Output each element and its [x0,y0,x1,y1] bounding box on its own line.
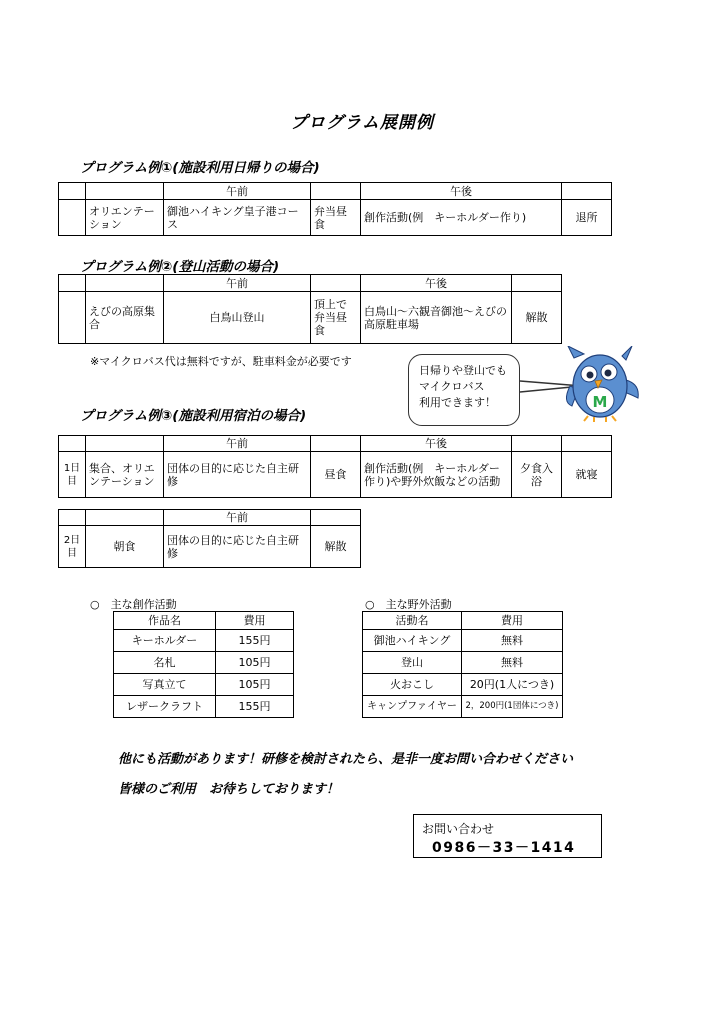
craft-cost: 105円 [216,652,294,674]
ex3-pm-header: 午後 [361,436,512,452]
day2-label: 2日目 [59,526,86,568]
day1-cell: 就寝 [562,452,612,498]
activity-cost: 2，200円(1団体につき) [462,696,563,718]
owl-m-letter: M [592,393,608,411]
craft-name: 名札 [114,652,216,674]
ex1-pm-header: 午後 [361,183,562,200]
example3-heading: プログラム例③(施設利用宿泊の場合) [80,408,307,424]
ex2-pm-header: 午後 [361,275,512,292]
footer-line2: 皆様のご利用 お待ちしております！ [118,782,340,797]
contact-phone: 0986－33－1414 [432,840,576,856]
activity-name: キャンプファイヤー [363,696,462,718]
activity-name: 登山 [363,652,462,674]
day2-cell: 解散 [311,526,361,568]
crafts-table [113,611,294,718]
outdoor-header: 費用 [462,612,563,630]
day1-cell: 団体の目的に応じた自主研修 [164,452,311,498]
craft-name: 写真立て [114,674,216,696]
activity-cost: 無料 [462,652,563,674]
table-row [114,630,294,652]
craft-name: レザークラフト [114,696,216,718]
activity-cost: 20円(1人につき) [462,674,563,696]
example1-heading: プログラム例①(施設利用日帰りの場合) [80,160,320,176]
day1-cell: 夕食入浴 [512,452,562,498]
table-row [363,652,563,674]
activity-name: 御池ハイキング [363,630,462,652]
footer-line1: 他にも活動があります！研修を検討されたら、是非一度お問い合わせください [118,752,574,767]
day1-label: 1日目 [59,452,86,498]
contact-box [413,814,602,858]
ex1-cell: 弁当昼食 [311,200,361,236]
speech-bubble-text: 日帰りや登山でも マイクロバス 利用できます！ [419,364,507,409]
page-title: プログラム展開例 [290,113,434,133]
ex1-am-header: 午前 [164,183,311,200]
example2-table [58,274,562,344]
craft-cost: 155円 [216,630,294,652]
ex1-cell: 創作活動(例 キーホルダー作り) [361,200,562,236]
day2-cell: 団体の目的に応じた自主研修 [164,526,311,568]
example3-day2-table [58,509,361,568]
table-row [114,652,294,674]
contact-label: お問い合わせ [422,822,495,836]
table-row [114,696,294,718]
outdoor-header: 活動名 [363,612,462,630]
ex2-cell: 白鳥山登山 [164,292,311,344]
outdoor-heading: ○ 主な野外活動 [365,598,452,611]
ex2-cell: えびの高原集合 [86,292,164,344]
crafts-header: 費用 [216,612,294,630]
ex2-cell: 解散 [512,292,562,344]
ex1-cell: 御池ハイキング皇子港コース [164,200,311,236]
activity-name: 火おこし [363,674,462,696]
day1-cell: 創作活動(例 キーホルダー作り)や野外炊飯などの活動 [361,452,512,498]
ex1-cell: 退所 [562,200,612,236]
table-row [363,696,563,718]
table-row [114,674,294,696]
speech-bubble [408,354,520,426]
day2-am-header: 午前 [164,510,311,526]
ex1-cell: オリエンテーション [86,200,164,236]
ex2-am-header: 午前 [164,275,311,292]
ex3-am-header: 午前 [164,436,311,452]
ex2-cell: 頂上で弁当昼食 [311,292,361,344]
craft-cost: 105円 [216,674,294,696]
activity-cost: 無料 [462,630,563,652]
craft-cost: 155円 [216,696,294,718]
day1-cell: 昼食 [311,452,361,498]
crafts-heading: ○ 主な創作活動 [90,598,177,611]
parking-note: ※マイクロバス代は無料ですが、駐車料金が必要です [90,355,352,368]
outdoor-table [362,611,563,718]
crafts-header: 作品名 [114,612,216,630]
example1-table [58,182,612,236]
example2-heading: プログラム例②(登山活動の場合) [80,259,280,275]
owl-ear [622,346,632,360]
ex2-cell: 白鳥山～六観音御池～えびの高原駐車場 [361,292,512,344]
day1-cell: 集合、オリエンテーション [86,452,164,498]
craft-name: キーホルダー [114,630,216,652]
example3-day1-table [58,435,612,498]
owl-mascot-icon [562,346,642,422]
day2-cell: 朝食 [86,526,164,568]
table-row [363,674,563,696]
owl-ear [568,346,584,358]
table-row [363,630,563,652]
